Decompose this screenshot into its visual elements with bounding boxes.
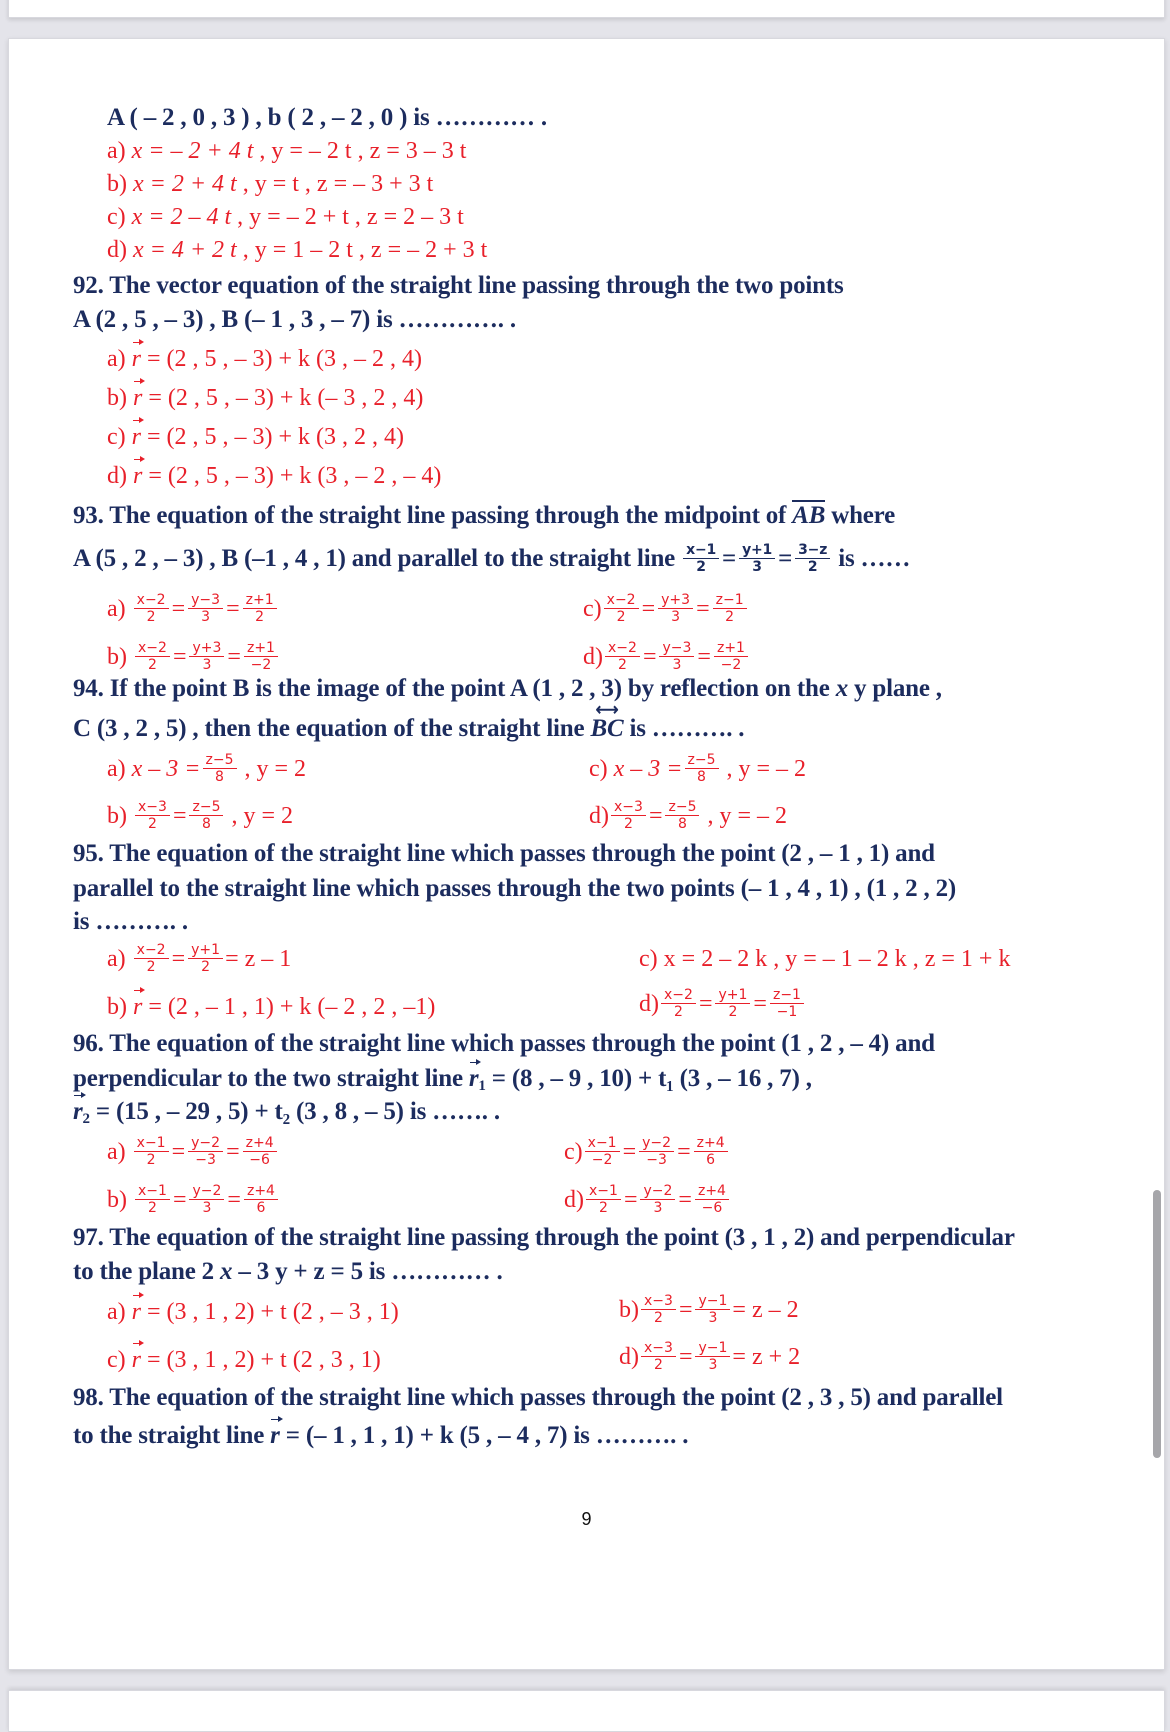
q92-option-d[interactable]: d) r = (2 , 5 , – 3) + k (3 , – 2 , – 4) [107,463,442,489]
q95-option-b[interactable]: b) r = (2 , – 1 , 1) + k (– 2 , 2 , –1) [107,994,436,1020]
q94-text-line1: 94. If the point B is the image of the point A (1 , 2 , 3) by reflection on the x y plane , [73,675,942,702]
q95-text-line1: 95. The equation of the straight line which passes through the point (2 , – 1 , 1) and [73,840,935,867]
q91-option-d[interactable]: d) x = 4 + 2 t , y = 1 – 2 t , z = – 2 + 3 t [107,237,488,263]
q96-option-d[interactable]: d) $\frac{x-1}{2}$ = $\frac{y-2}{3}$ = $\frac{z+4}{-6}$ [564,1185,731,1218]
vector-r: r [270,1422,280,1449]
q95-text-line3: is ………. . [73,908,188,935]
q94-option-c[interactable]: c) x – 3 = $\frac{z-5}{8}$ , y = – 2 [589,752,807,785]
q91-option-b[interactable]: b) x = 2 + 4 t , y = t , z = – 3 + 3 t [107,171,434,197]
q96-option-a[interactable]: a) $\frac{x-1}{2}$ = $\frac{y-2}{-3}$ = $\frac{z+4}{-6}$ [107,1137,279,1170]
q92-option-c[interactable]: c) r = (2 , 5 , – 3) + k (3 , 2 , 4) [107,424,405,450]
q93-option-a[interactable]: a) $\frac{x-2}{2}$ = $\frac{y-3}{3}$ = $\frac{z+1}{2}$ [107,594,279,627]
vector-r: r [133,463,143,489]
q95-text-line2: parallel to the straight line which passes through the two points (– 1 , 4 , 1) , (1 , 2 , 2) [73,875,957,902]
next-page-edge [8,1690,1165,1732]
q92-option-b[interactable]: b) r = (2 , 5 , – 3) + k (– 3 , 2 , 4) [107,385,424,411]
q93-option-d[interactable]: d) $\frac{x-2}{2}$ = $\frac{y-3}{3}$ = $\frac{z+1}{-2}$ [583,642,750,675]
q92-option-a[interactable]: a) r = (2 , 5 , – 3) + k (3 , – 2 , 4) [107,346,423,372]
q93-text-line1: 93. The equation of the straight line passing through the midpoint of AB where [73,502,896,529]
q91-option-a[interactable]: a) x = – 2 + 4 t , y = – 2 t , z = 3 – 3 t [107,138,467,164]
q96-text-line1: 96. The equation of the straight line which passes through the point (1 , 2 , – 4) and [73,1030,935,1057]
document-page [8,38,1165,1670]
fraction: $\frac{3-z}{2}$ [795,542,830,575]
q94-option-a[interactable]: a) x – 3 = $\frac{z-5}{8}$ , y = 2 [107,752,307,785]
vector-r1: r [468,1065,479,1092]
q94-text-line2: C (3 , 2 , 5) , then the equation of the straight line ⟷ BC is ………. . [73,714,744,744]
option-label: b) [107,171,127,197]
vector-r: r [131,424,141,450]
line-bc: ⟷ BC [590,714,623,744]
q91-option-c[interactable]: c) x = 2 – 4 t , y = – 2 + t , z = 2 – 3 t [107,204,464,230]
q98-text-line2: to the straight line r = (– 1 , 1 , 1) + k (5 , – 4 , 7) is ………. . [73,1422,689,1449]
vector-r: r [131,346,141,372]
q97-text-line1: 97. The equation of the straight line passing through the point (3 , 1 , 2) and perpendicular [73,1224,1015,1251]
q98-text-line1: 98. The equation of the straight line which passes through the point (2 , 3 , 5) and parallel [73,1384,1003,1411]
q93-text-line2: A (5 , 2 , – 3) , B (–1 , 4 , 1) and parallel to the straight line $\frac{x-1}{2}$ = $\frac{y+1}{3}$ = $\frac{3-z}{2}$ is …… [73,542,911,575]
fraction: $\frac{x-1}{2}$ [683,542,719,575]
q95-option-a[interactable]: a) $\frac{x-2}{2}$ = $\frac{y+1}{2}$ = z – 1 [107,942,292,975]
q93-option-c[interactable]: c) $\frac{x-2}{2}$ = $\frac{y+3}{3}$ = $\frac{z-1}{2}$ [583,594,749,627]
q96-option-b[interactable]: b) $\frac{x-1}{2}$ = $\frac{y-2}{3}$ = $\frac{z+4}{6}$ [107,1185,280,1218]
q92-text-line1: 92. The vector equation of the straight line passing through the two points [73,272,844,299]
option-label: d) [107,237,127,263]
vector-r2: r [73,1098,83,1125]
vector-r: r [131,1347,141,1373]
q92-text-line2: A (2 , 5 , – 3) , B (– 1 , 3 , – 7) is …………. . [73,306,516,333]
page-content [9,39,1164,1669]
vertical-scrollbar[interactable] [1153,1190,1161,1458]
page-number: 9 [581,1509,592,1529]
q97-option-b[interactable]: b) $\frac{x-3}{2}$ = $\frac{y-1}{3}$ = z – 2 [619,1293,799,1326]
q97-option-c[interactable]: c) r = (3 , 1 , 2) + t (2 , 3 , 1) [107,1347,381,1373]
option-label: c) [107,204,126,230]
segment-ab: AB [792,502,826,529]
q93-option-b[interactable]: b) $\frac{x-2}{2}$ = $\frac{y+3}{3}$ = $\frac{z+1}{-2}$ [107,642,280,675]
q91-continuation: A ( – 2 , 0 , 3 ) , b ( 2 , – 2 , 0 ) is ………… . [107,104,547,131]
q97-option-d[interactable]: d) $\frac{x-3}{2}$ = $\frac{y-1}{3}$ = z + 2 [619,1340,801,1373]
q96-text-line2: perpendicular to the two straight line $r_1 = (8$ , – 9 , 10) + t₁ (3 , – 16 , 7) , [73,1065,812,1094]
fraction: $\frac{y+1}{3}$ [739,542,775,575]
q94-option-b[interactable]: b) $\frac{x-3}{2}$ = $\frac{z-5}{8}$ , y = 2 [107,799,294,832]
vector-r: r [131,1299,141,1325]
q97-option-a[interactable]: a) r = (3 , 1 , 2) + t (2 , – 3 , 1) [107,1299,399,1325]
q97-text-line2: to the plane 2 x – 3 y + z = 5 is ………… . [73,1258,503,1285]
q96-option-c[interactable]: c) $\frac{x-1}{-2}$ = $\frac{y-2}{-3}$ = $\frac{z+4}{6}$ [564,1137,730,1170]
option-label: a) [107,138,126,164]
vector-r: r [133,994,143,1020]
vector-r: r [133,385,143,411]
previous-page-edge [8,0,1165,18]
q95-option-c[interactable]: c) x = 2 – 2 k , y = – 1 – 2 k , z = 1 + k [639,946,1011,972]
q96-text-line3: $r_2 = (15$ , – 29 , 5) + t₂ (3 , 8 , – 5) is ……. . [73,1098,500,1127]
q95-option-d[interactable]: d) $\frac{x-2}{2}$ = $\frac{y+1}{2}$ = $\frac{z-1}{-1}$ [639,989,806,1022]
q94-option-d[interactable]: d) $\frac{x-3}{2}$ = $\frac{z-5}{8}$ , y = – 2 [589,799,788,832]
